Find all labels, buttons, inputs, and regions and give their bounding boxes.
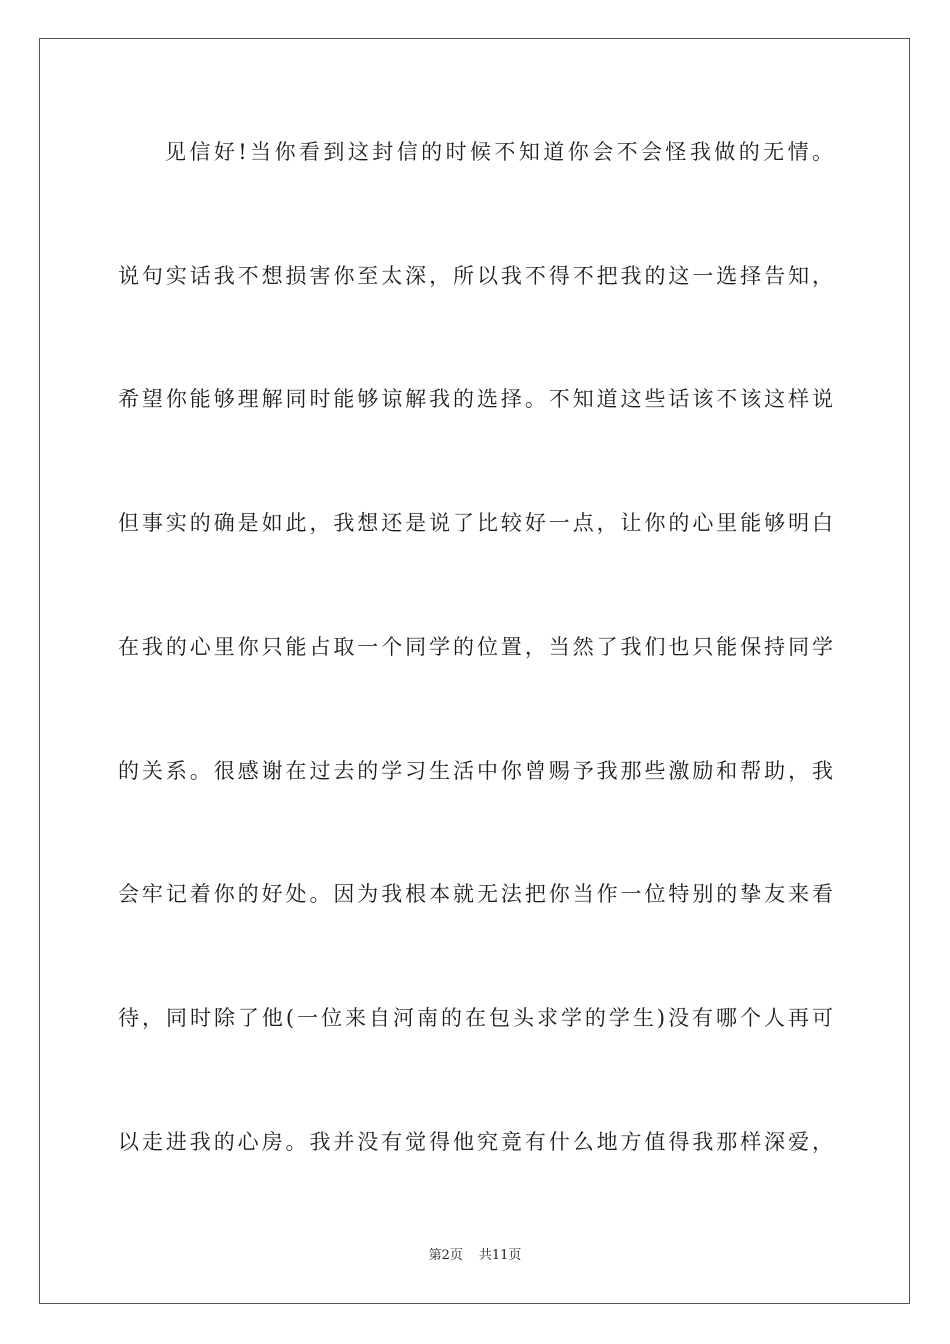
letter-line: 以走进我的心房。我并没有觉得他究竟有什么地方值得我那样深爱， [118, 1130, 834, 1154]
letter-line: 会牢记着你的好处。因为我根本就无法把你当作一位特别的挚友来看 [118, 882, 834, 906]
letter-line: 说句实话我不想损害你至太深，所以我不得不把我的这一选择告知， [118, 264, 834, 288]
page-number-total: 共11页 [478, 1248, 522, 1263]
letter-line: 在我的心里你只能占取一个同学的位置，当然了我们也只能保持同学 [118, 635, 834, 659]
letter-line: 的关系。很感谢在过去的学习生活中你曾赐予我那些激励和帮助，我 [118, 759, 834, 783]
letter-line: 待，同时除了他(一位来自河南的在包头求学的学生)没有哪个人再可 [118, 1006, 834, 1030]
page-footer [0, 1247, 950, 1265]
letter-line: 但事实的确是如此，我想还是说了比较好一点，让你的心里能够明白 [118, 511, 834, 535]
page-number-current: 第2页 [428, 1248, 463, 1263]
letter-line: 见信好!当你看到这封信的时候不知道你会不会怪我做的无情。 [165, 140, 834, 164]
page-border [39, 38, 910, 1304]
letter-line: 希望你能够理解同时能够谅解我的选择。不知道这些话该不该这样说 [118, 387, 834, 411]
